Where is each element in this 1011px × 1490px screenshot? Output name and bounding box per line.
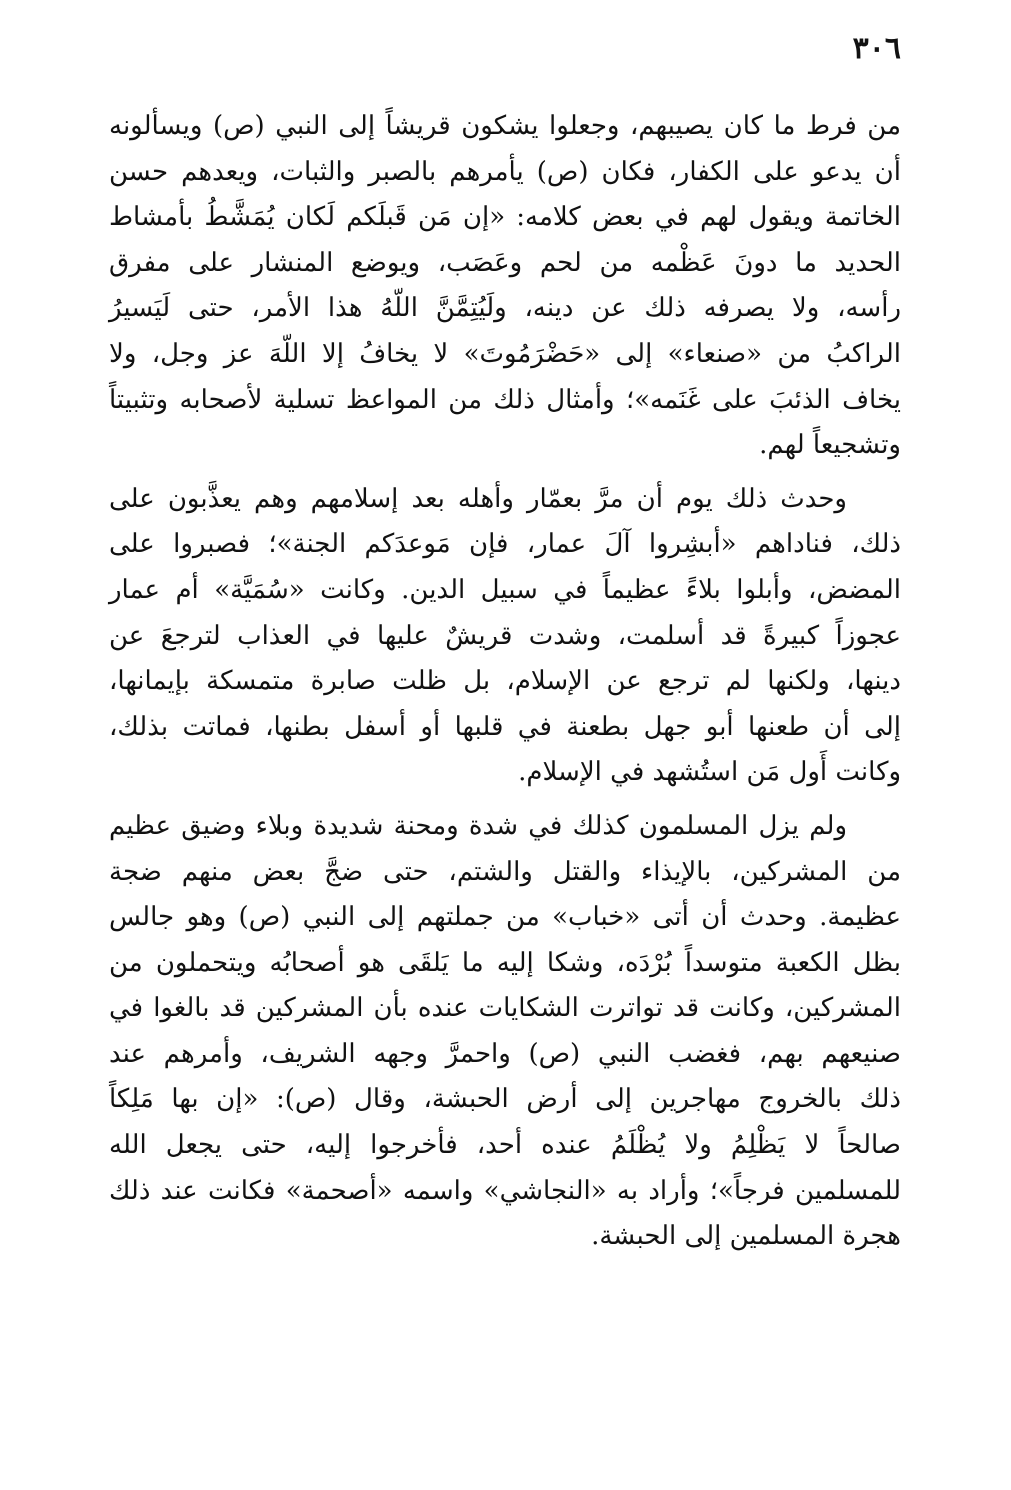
- text-line: من المشركين، بالإيذاء والقتل والشتم، حتى ضجَّ بعض منهم ضجة: [109, 856, 901, 887]
- paragraph-1: [109, 104, 901, 469]
- text-line: وحدث ذلك يوم أن مرَّ بعمّار وأهله بعد إسلامهم وهم يعذَّبون على: [109, 483, 847, 514]
- text-line: أن يدعو على الكفار، فكان (ص) يأمرهم بالصبر والثبات، ويعدهم حسن: [109, 156, 901, 187]
- text-line: هجرة المسلمين إلى الحبشة.: [591, 1221, 901, 1252]
- text-line: وتشجيعاً لهم.: [759, 430, 901, 461]
- text-line: دينها، ولكنها لم ترجع عن الإسلام، بل ظلت صابرة متمسكة بإيمانها،: [109, 666, 901, 697]
- page-number: ٣٠٦: [852, 31, 901, 66]
- text-line: صنيعهم بهم، فغضب النبي (ص) واحمرَّ وجهه الشريف، وأمرهم عند: [109, 1038, 901, 1069]
- text-line: الراكبُ من «صنعاء» إلى «حَضْرَمُوتَ» لا يخافُ إلا اللّهَ عز وجل، ولا: [109, 338, 901, 369]
- text-line: من فرط ما كان يصيبهم، وجعلوا يشكون قريشاً إلى النبي (ص) ويسألونه: [109, 111, 902, 141]
- text-line: عظيمة. وحدث أن أتى «خباب» من جملتهم إلى النبي (ص) وهو جالس: [109, 902, 901, 933]
- text-line: إلى أن طعنها أبو جهل بطعنة في قلبها أو أسفل بطنها، فماتت بذلك،: [109, 711, 901, 742]
- text-line: الخاتمة ويقول لهم في بعض كلامه: «إن مَن قَبلَكم لَكان يُمَشَّطُ بأمشاط: [109, 202, 901, 233]
- text-line: المضض، وأبلوا بلاءً عظيماً في سبيل الدين. وكانت «سُمَيَّة» أم عمار: [109, 574, 901, 605]
- text-line: رأسه، ولا يصرفه ذلك عن دينه، ولَيُتِمَّنَّ اللّهُ هذا الأمر، حتى لَيَسيرُ: [109, 293, 901, 324]
- text-line: الحديد ما دونَ عَظْمه من لحم وعَصَب، ويوضع المنشار على مفرق: [109, 247, 901, 278]
- text-line: ذلك بالخروج مهاجرين إلى أرض الحبشة، وقال (ص): «إن بها مَلِكاً: [109, 1084, 901, 1115]
- text-line: بظل الكعبة متوسداً بُرْدَه، وشكا إليه ما يَلقَى هو أصحابُه ويتحملون من: [109, 947, 901, 978]
- text-line: ذلك، فناداهم «أبشِروا آلَ عمار، فإن مَوعدَكم الجنة»؛ فصبروا على: [109, 529, 901, 560]
- paragraph-2: [109, 477, 901, 796]
- text-line: عجوزاً كبيرةً قد أسلمت، وشدت قريشٌ عليها في العذاب لترجعَ عن: [109, 620, 901, 651]
- text-line: ولم يزل المسلمون كذلك في شدة ومحنة شديدة وبلاء وضيق عظيم: [109, 810, 847, 841]
- text-line: للمسلمين فرجاً»؛ وأراد به «النجاشي» واسمه «أصحمة» فكانت عند ذلك: [109, 1175, 901, 1206]
- paragraph-3: [109, 804, 901, 1260]
- text-line: صالحاً لا يَظْلِمُ ولا يُظْلَمُ عنده أحد، فأخرجوا إليه، حتى يجعل الله: [109, 1130, 901, 1161]
- body-text: [109, 104, 901, 1268]
- text-line: وكانت أَول مَن استُشهد في الإسلام.: [518, 757, 901, 788]
- text-line: المشركين، وكانت قد تواترت الشكايات عنده بأن المشركين قد بالغوا في: [109, 993, 901, 1024]
- text-line: يخاف الذئبَ على غَنَمه»؛ وأمثال ذلك من المواعظ تسلية لأصحابه وتثبيتاً: [109, 384, 902, 415]
